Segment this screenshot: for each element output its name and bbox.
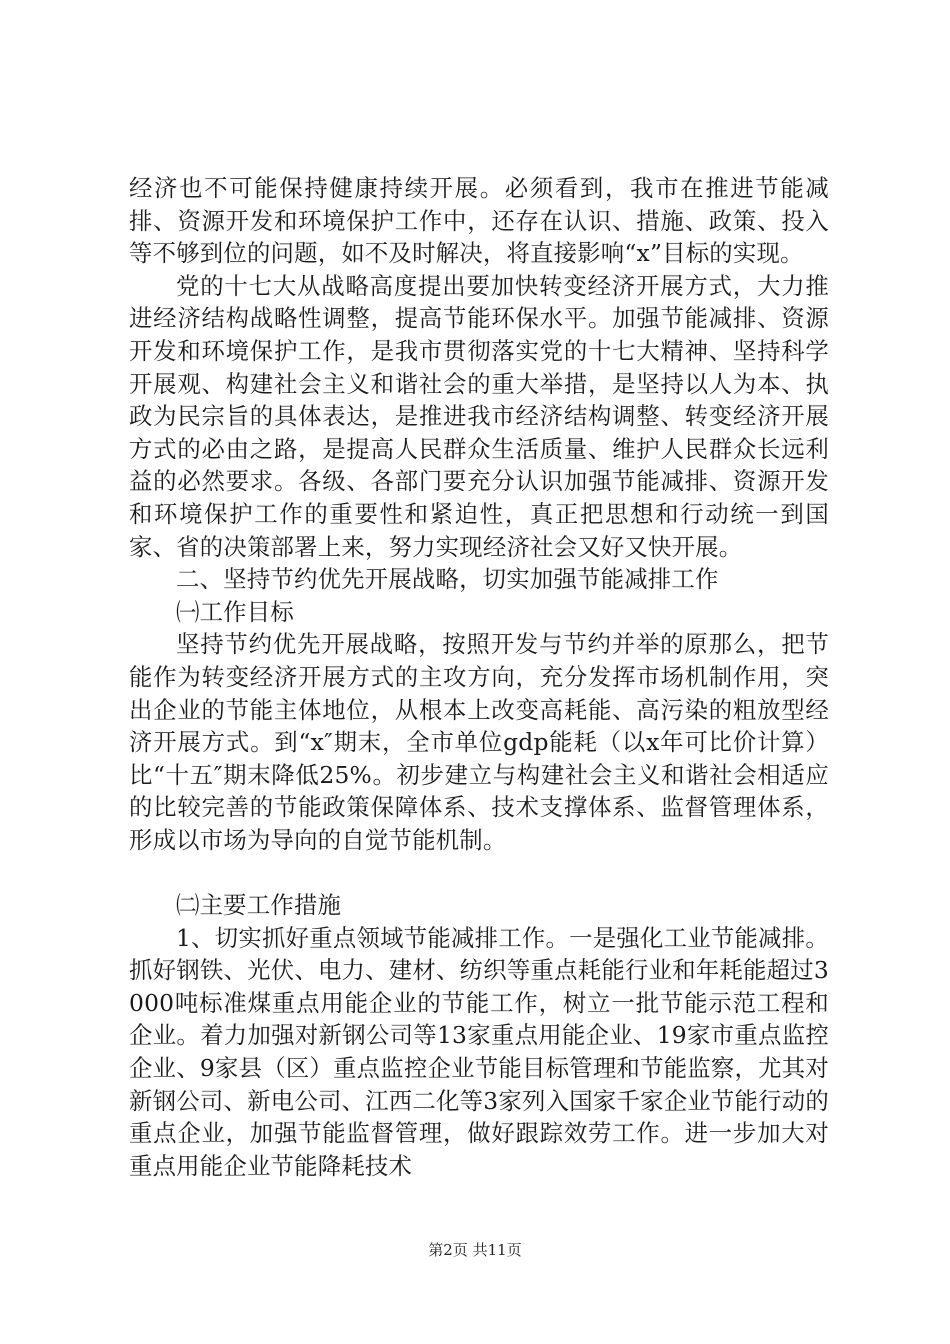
subheading-work-goals: ㈠工作目标	[176, 597, 294, 626]
paragraph-work-goals: 坚持节约优先开展战略，按照开发与节约并举的原那么，把节能作为转变经济开展方式的主攻方向，充分发挥市场机制作用，突出企业的节能主体地位，从根本上改变高耗能、高污染的粗放型经济开展方式。到“x″期末，全市单位gdp能耗（以x年可比价计算）比“十五″期末降低25%。初步建立与构建社会主义和谐社会相适应的比较完善的节能政策保障体系、技术支撑体系、监督管理体系，形成以市场为导向的自觉节能机制。	[129, 630, 829, 854]
paragraph-measure-one: 1、切实抓好重点领域节能减排工作。一是强化工业节能减排。抓好钢铁、光伏、电力、建材、纺织等重点耗能行业和年耗能超过3000吨标准煤重点用能企业的节能工作，树立一批节能示范工程和企业。着力加强对新钢公司等13家重点用能企业、19家市重点监控企业、9家县（区）重点监控企业节能目标管理和节能监察，尤其对新钢公司、新电公司、江西二化等3家列入国家千家企业节能行动的重点企业，加强节能监督管理，做好跟踪效劳工作。进一步加大对重点用能企业节能降耗技术	[129, 923, 829, 1180]
document-body	[129, 172, 829, 1182]
section-heading-two: 二、坚持节约优先开展战略，切实加强节能减排工作	[176, 565, 719, 594]
blank-line	[129, 856, 829, 889]
paragraph-continuation: 经济也不可能保持健康持续开展。必须看到，我市在推进节能减排、资源开发和环境保护工作中，还存在认识、措施、政策、投入等不够到位的问题，如不及时解决，将直接影响“x”目标的实现。	[129, 174, 829, 268]
subheading-main-measures: ㈡主要工作措施	[176, 891, 342, 920]
page-footer: 第2页 共11页	[428, 1241, 522, 1259]
paragraph-party-congress: 党的十七大从战略高度提出要加快转变经济开展方式，大力推进经济结构战略性调整，提高节能环保水平。加强节能减排、资源开发和环境保护工作，是我市贯彻落实党的十七大精神、坚持科学开展观、构建社会主义和谐社会的重大举措，是坚持以人为本、执政为民宗旨的具体表达，是推进我市经济结构调整、转变经济开展方式的必由之路，是提高人民群众生活质量、维护人民群众长远利益的必然要求。各级、各部门要充分认识加强节能减排、资源开发和环境保护工作的重要性和紧迫性，真正把思想和行动统一到国家、省的决策部署上来，努力实现经济社会又好又快开展。	[129, 271, 829, 561]
